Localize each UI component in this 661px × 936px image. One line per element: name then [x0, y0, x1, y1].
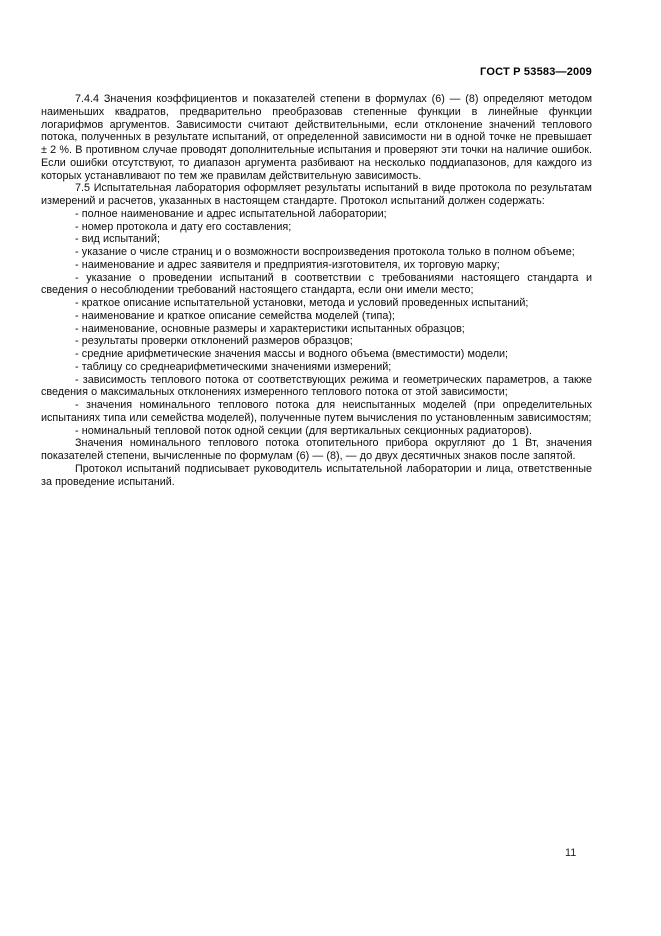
protocol-list-item: - указание о числе страниц и о возможности воспроизведения протокола только в полном объеме;	[75, 246, 575, 258]
section-7-5-intro-paragraph: 7.5 Испытательная лаборатория оформляет результаты испытаний в виде протокола по результатам измерений и расчетов, указанных в настоящем стандарте. Протокол испытаний должен содержать:	[41, 182, 592, 207]
protocol-list-item: - вид испытаний;	[75, 233, 160, 246]
protocol-list-item: - зависимость теплового потока от соответствующих режима и геометрических параметров, а также сведения о максимальных отклонениях измеренного теплового потока от этой зависимости;	[41, 373, 592, 399]
page-number: 11	[565, 847, 577, 859]
protocol-list-item: - номинальный тепловой поток одной секции (для вертикальных секционных радиаторов).	[75, 424, 532, 437]
protocol-list-item: - наименование, основные размеры и характеристики испытанных образцов;	[75, 322, 465, 335]
protocol-list-item: - значения номинального теплового потока для неиспытанных моделей (при определительных испытаниях типа или семейства моделей), полученные путем вычисления по установленным зависимостям;	[41, 399, 592, 424]
protocol-list-item: - средние арифметические значения массы и водного объема (вместимости) модели;	[75, 348, 509, 360]
protocol-list-item: - номер протокола и дату его составления;	[75, 220, 292, 233]
protocol-list-item: - таблицу со среднеарифметическими значениями измерений;	[75, 360, 392, 373]
document-body	[41, 93, 592, 488]
protocol-list-item: - наименование и адрес заявителя и предприятия-изготовителя, их торговую марку;	[75, 258, 500, 271]
protocol-list-item: - наименование и краткое описание семейства моделей (типа);	[75, 309, 395, 322]
protocol-list-item: - полное наименование и адрес испытательной лаборатории;	[75, 207, 387, 220]
document-header-standard-number: ГОСТ Р 53583—2009	[480, 66, 592, 78]
section-7-4-4-paragraph: 7.4.4 Значения коэффициентов и показателей степени в формулах (6) — (8) определяют методом наименьших квадратов, предварительно преобразовав степенные функции в линейные функции логарифмов аргументов. Зависимости считают действительными, если отклонение значений теплового потока, полученных в результате испытаний, от определенной зависимости ни в одной точке не превышает ± 2 %. В противном случае проводят дополнительные испытания и проверяют эти точки на наличие ошибок. Если ошибки отсутствуют, то диапазон аргумента разбивают на несколько поддиапазонов, для каждого из которых устанавливают по тем же правилам действительную зависимость.	[41, 93, 592, 182]
protocol-list-item: - краткое описание испытательной установки, метода и условий проведенных испытаний;	[75, 297, 529, 309]
protocol-list-item: - указание о проведении испытаний в соответствии с требованиями настоящего стандарта и сведения о несоблюдении требований настоящего стандарта, если они имели место;	[41, 271, 592, 297]
rounding-note-paragraph: Значения номинального теплового потока отопительного прибора округляют до 1 Вт, значения показателей степени, вычисленные по формулам (6) — (8), — до двух десятичных знаков после запятой.	[41, 437, 592, 462]
signature-paragraph: Протокол испытаний подписывает руководитель испытательной лаборатории и лица, ответственные за проведение испытаний.	[41, 462, 592, 488]
protocol-list-item: - результаты проверки отклонений размеров образцов;	[75, 335, 353, 348]
